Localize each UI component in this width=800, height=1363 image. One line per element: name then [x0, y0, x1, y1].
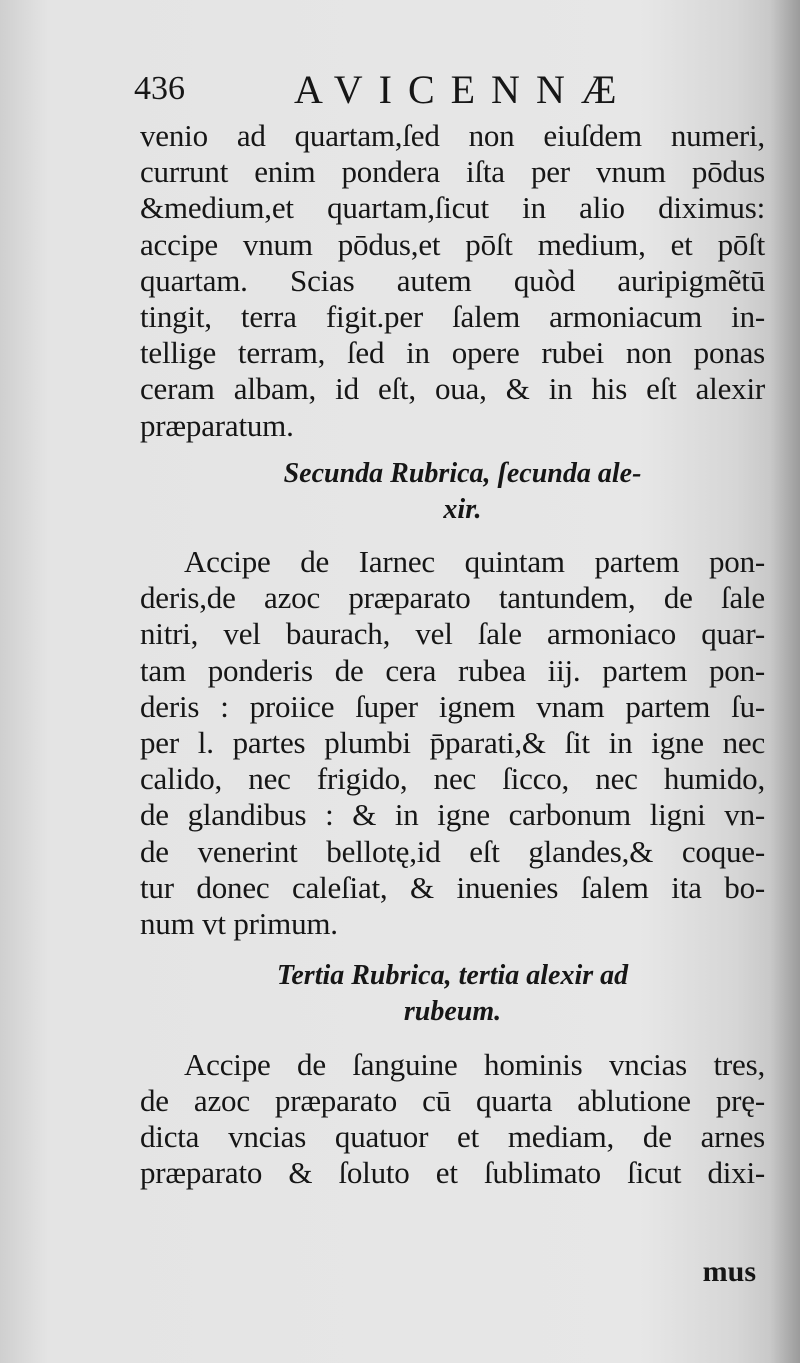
text-line: Accipe de Iarnec quintam partem pon- — [184, 544, 765, 580]
page-header — [134, 62, 764, 122]
text-line: per l. partes plumbi p̄parati,& ſit in igne nec — [140, 725, 765, 760]
text-line: nitri, vel baurach, vel ſale armoniaco quar- — [140, 616, 765, 652]
text-line: tellige terram, ſed in opere rubei non ponas — [140, 335, 765, 371]
text-line: tur donec caleſiat, & inuenies ſalem ita bo- — [140, 869, 765, 905]
text-line: Accipe de ſanguine hominis vncias tres, — [184, 1046, 765, 1082]
text-line: venio ad quartam,ſed non eiuſdem numeri, — [140, 118, 765, 153]
text-line: de azoc præparato cū quarta ablutione prę- — [140, 1082, 765, 1118]
text-line: tingit, terra figit.per ſalem armoniacum in- — [140, 298, 765, 334]
text-line: tam ponderis de cera rubea iij. partem pon- — [140, 652, 765, 688]
text-line: deris : proiice ſuper ignem vnam partem ſu- — [140, 688, 765, 724]
text-line: præparatum. — [140, 407, 294, 443]
text-line: quartam. Scias autem quòd auripigmẽtū — [140, 262, 765, 298]
text-line: præparato & ſoluto et ſublimato ſicut dixi- — [140, 1155, 765, 1191]
running-title: AVICENNÆ — [294, 67, 633, 112]
text-line: accipe vnum pōdus,et pōſt medium, et pōſt — [140, 226, 765, 262]
text-line: calido, nec frigido, nec ſicco, nec humido, — [140, 761, 765, 797]
section-heading: rubeum. — [403, 996, 502, 1028]
catchword: mus — [702, 1255, 756, 1288]
text-line: de venerint bellotę,id eſt glandes,& coque- — [140, 833, 765, 869]
text-line: &medium,et quartam,ſicut in alio diximus: — [140, 190, 765, 226]
text-line: ceram albam, id eſt, oua, & in his eſt alexir — [140, 371, 765, 407]
text-line: dicta vncias quatuor et mediam, de arnes — [140, 1118, 765, 1154]
section-heading: Tertia Rubrica, tertia alexir ad — [276, 960, 629, 992]
section-heading: Secunda Rubrica, ſecunda ale- — [283, 457, 642, 489]
text-line: de glandibus : & in igne carbonum ligni vn- — [140, 797, 765, 833]
section-heading: xir. — [443, 493, 482, 525]
text-line: num vt primum. — [140, 905, 338, 941]
text-line: currunt enim pondera iſta per vnum pōdus — [140, 154, 765, 190]
main-text — [140, 118, 765, 1191]
page-edge-shadow — [770, 0, 800, 1363]
text-line: deris,de azoc præparato tantundem, de ſale — [140, 580, 765, 616]
page-number: 436 — [134, 70, 185, 107]
